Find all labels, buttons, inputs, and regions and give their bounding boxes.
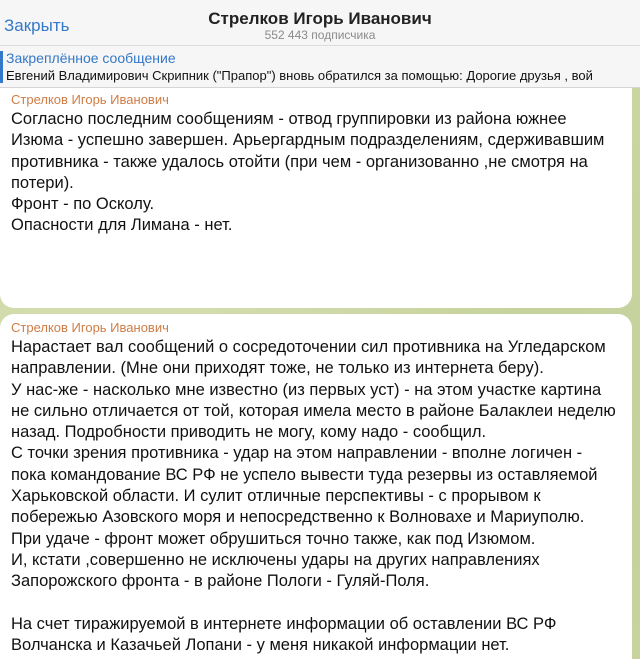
- pinned-label: Закреплённое сообщение: [6, 50, 176, 66]
- close-button[interactable]: Закрыть: [4, 16, 70, 35]
- pinned-message-bar[interactable]: [0, 46, 640, 88]
- message-bubble: [0, 88, 632, 308]
- pinned-text: Евгений Владимирович Скрипник ("Прапор") вновь обратился за помощью: Дорогие друзья , вой: [6, 68, 593, 83]
- message-author[interactable]: Стрелков Игорь Иванович: [11, 92, 169, 107]
- message-bubble: [0, 314, 632, 659]
- channel-title[interactable]: Стрелков Игорь Иванович: [208, 9, 432, 28]
- message-author[interactable]: Стрелков Игорь Иванович: [11, 320, 169, 335]
- message-text: Нарастает вал сообщений о сосредоточении сил противника на Угледарском направлении. (Мне они приходят тоже, не только из интернета беру). У нас-же - насколько мне известно (из первых уст) - на этом участке картина не сильно отличается от той, которая имела место в районе Балаклеи неделю назад. Подробности приводить не могу, кому надо - сообщил. С точки зрения противника - удар на этом направлении - вполне логичен - пока командование ВС РФ не успело вывести туда резервы из оставляемой Харьковской области. И сулит отличные перспективы - с прорывом к побережью Азовского моря и непосредственно к Волновахе и Мариуполю. При удаче - фронт может обрушиться точно также, как под Изюмом. И, кстати ,совершенно не исключены удары на других направлениях Запорожского фронта - в районе Пологи - Гуляй-Поля. На счет тиражируемой в интернете информации об оставлении ВС РФ Волчанска и Казачьей Лопани - у меня никакой информации нет.: [11, 338, 616, 655]
- message-text: Согласно последним сообщениям - отвод группировки из района южнее Изюма - успешно завершен. Арьергардным подразделениям, сдерживавшим противника - также удалось отойти (при чем - организованно ,не смотря на потери). Фронт - по Осколу. Опасности для Лимана - нет.: [11, 110, 605, 235]
- subscriber-count: 552 443 подписчика: [264, 28, 376, 42]
- channel-header: [0, 0, 640, 46]
